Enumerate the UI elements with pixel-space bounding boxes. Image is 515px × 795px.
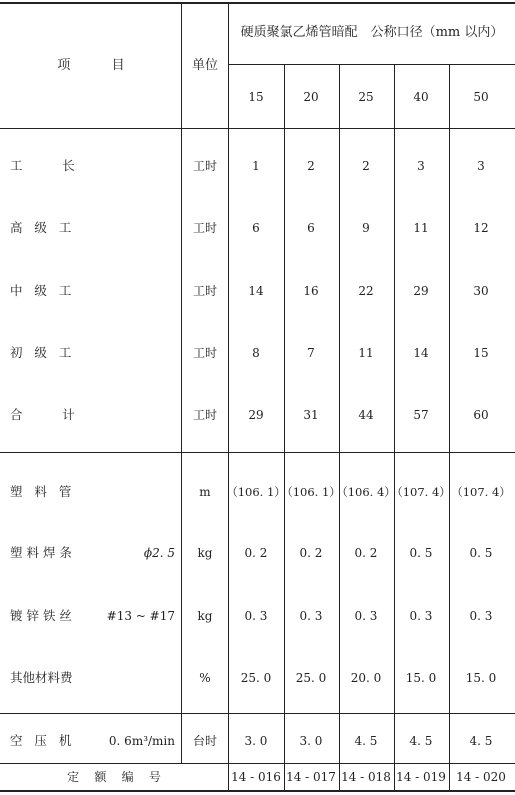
row-value: 0. 3 xyxy=(469,609,493,623)
row-unit: m xyxy=(199,485,211,499)
row-value: 2 xyxy=(307,159,315,173)
row-unit: 工时 xyxy=(192,284,218,298)
row-value: （106. 1） xyxy=(226,485,286,499)
row-label: 空 压 机 xyxy=(10,733,72,748)
row-unit: kg xyxy=(197,546,213,560)
row-spec: 0. 6m³/min xyxy=(108,734,175,748)
col-divider-3 xyxy=(394,64,395,790)
col-divider-2 xyxy=(339,64,340,790)
table-bottom-rule xyxy=(0,790,515,792)
size-header-15: 15 xyxy=(248,90,264,104)
row-value: 4. 5 xyxy=(354,734,378,748)
size-header-25: 25 xyxy=(358,90,374,104)
row-value: 4. 5 xyxy=(469,734,493,748)
row-value: 25. 0 xyxy=(240,671,272,685)
header-split-rule xyxy=(228,64,515,65)
row-value: 0. 2 xyxy=(299,546,323,560)
row-value: 16 xyxy=(303,284,319,298)
quota-code: 14 - 018 xyxy=(341,770,391,784)
row-value: 14 xyxy=(413,346,429,360)
row-value: 29 xyxy=(413,284,429,298)
quota-code: 14 - 017 xyxy=(286,770,336,784)
row-value: 20. 0 xyxy=(350,671,382,685)
row-value: 3. 0 xyxy=(299,734,323,748)
row-label: 高 级 工 xyxy=(10,220,72,235)
row-unit: 工时 xyxy=(192,221,218,235)
row-spec: #13 ~ #17 xyxy=(106,609,175,623)
row-value: 29 xyxy=(248,408,264,422)
row-value: 4. 5 xyxy=(409,734,433,748)
row-value: 0. 2 xyxy=(244,546,268,560)
machine-bottom-rule xyxy=(0,763,515,764)
row-value: （107. 4） xyxy=(451,485,511,499)
row-value: 9 xyxy=(362,221,370,235)
row-value: 25. 0 xyxy=(295,671,327,685)
row-value: 7 xyxy=(307,346,315,360)
row-value: 0. 5 xyxy=(469,546,493,560)
row-value: 15 xyxy=(473,346,489,360)
row-label: 塑 料 焊 条 xyxy=(10,545,72,560)
row-unit: kg xyxy=(197,609,213,623)
row-value: 15. 0 xyxy=(465,671,497,685)
row-value: 0. 5 xyxy=(409,546,433,560)
row-value: 2 xyxy=(362,159,370,173)
row-unit: 台时 xyxy=(192,734,218,748)
row-label: 其他材料费 xyxy=(10,670,73,685)
row-value: （106. 1） xyxy=(281,485,341,499)
row-value: 6 xyxy=(307,221,315,235)
row-label: 镀 锌 铁 丝 xyxy=(10,608,72,623)
quota-code: 14 - 016 xyxy=(231,770,281,784)
row-value: （107. 4） xyxy=(391,485,451,499)
row-value: 3 xyxy=(477,159,485,173)
row-label: 中 级 工 xyxy=(10,283,72,298)
row-spec: ϕ2. 5 xyxy=(143,546,175,560)
row-label: 合 计 xyxy=(10,407,75,422)
row-value: 0. 3 xyxy=(354,609,378,623)
diameter-group-header: 硬质聚氯乙烯管暗配 公称口径（mm 以内） xyxy=(240,25,504,40)
item-header: 项 目 xyxy=(57,58,125,73)
row-value: 0. 3 xyxy=(244,609,268,623)
row-value: 8 xyxy=(252,346,260,360)
row-value: （106. 4） xyxy=(336,485,396,499)
row-unit: % xyxy=(199,671,211,685)
row-value: 6 xyxy=(252,221,260,235)
row-value: 0. 2 xyxy=(354,546,378,560)
quota-code: 14 - 020 xyxy=(456,770,506,784)
size-header-50: 50 xyxy=(473,90,489,104)
labor-bottom-rule xyxy=(0,452,515,453)
row-value: 30 xyxy=(473,284,489,298)
material-bottom-rule xyxy=(0,713,515,714)
row-value: 15. 0 xyxy=(405,671,437,685)
unit-values-divider xyxy=(228,2,229,790)
row-value: 60 xyxy=(473,408,489,422)
row-value: 22 xyxy=(358,284,374,298)
row-value: 0. 3 xyxy=(409,609,433,623)
row-value: 14 xyxy=(248,284,264,298)
col-divider-4 xyxy=(449,64,450,790)
row-value: 11 xyxy=(358,346,374,360)
row-value: 3. 0 xyxy=(244,734,268,748)
row-unit: 工时 xyxy=(192,408,218,422)
quota-code-label: 定 额 编 号 xyxy=(67,770,161,784)
quota-code: 14 - 019 xyxy=(396,770,446,784)
row-value: 11 xyxy=(413,221,429,235)
header-bottom-rule xyxy=(0,128,515,129)
row-value: 44 xyxy=(358,408,374,422)
col-divider-1 xyxy=(284,64,285,790)
row-value: 12 xyxy=(473,221,489,235)
row-label: 塑 料 管 xyxy=(10,484,72,499)
size-header-20: 20 xyxy=(303,90,319,104)
row-value: 31 xyxy=(303,408,319,422)
row-value: 0. 3 xyxy=(299,609,323,623)
table-top-rule xyxy=(0,2,515,4)
row-unit: 工时 xyxy=(192,346,218,360)
row-value: 3 xyxy=(417,159,425,173)
row-label: 初 级 工 xyxy=(10,345,72,360)
row-label: 工 长 xyxy=(10,158,75,173)
row-unit: 工时 xyxy=(192,159,218,173)
size-header-40: 40 xyxy=(413,90,429,104)
row-value: 57 xyxy=(413,408,429,422)
row-value: 1 xyxy=(252,159,260,173)
unit-header: 单位 xyxy=(191,58,219,73)
item-unit-divider xyxy=(181,2,182,763)
